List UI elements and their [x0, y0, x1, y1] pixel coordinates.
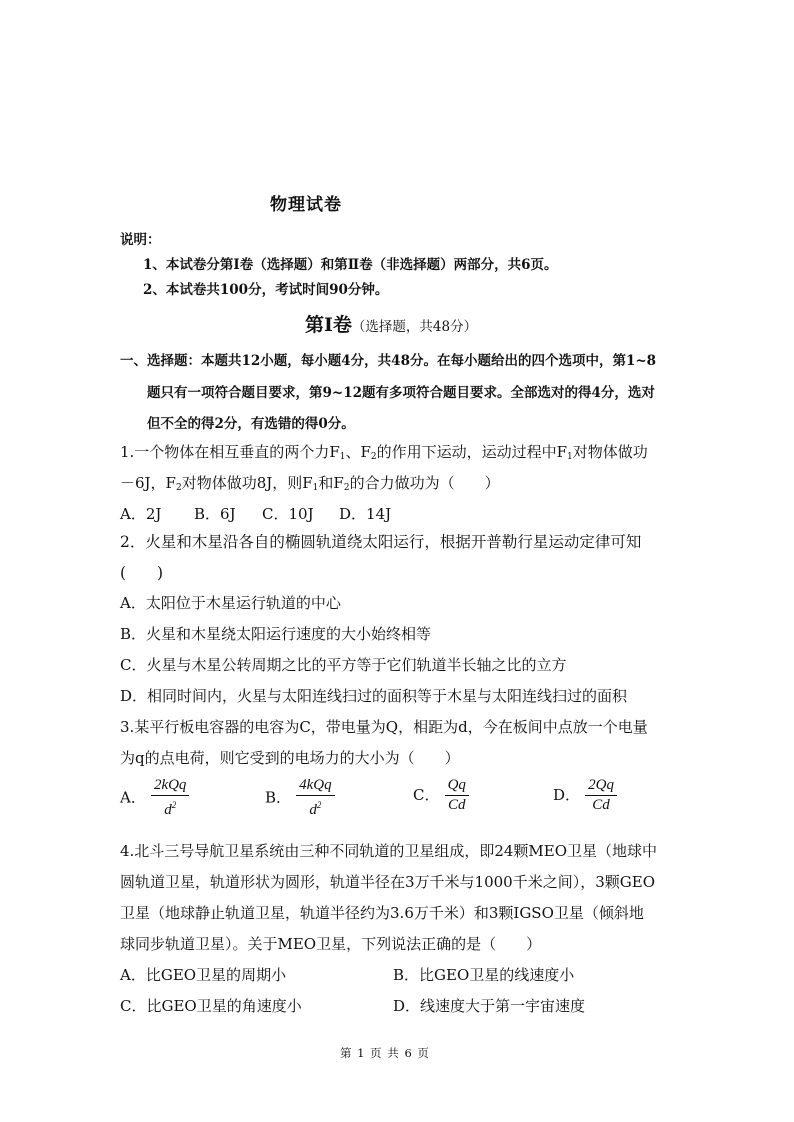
q3-option-a	[120, 776, 189, 820]
fraction-numerator: 2Qq	[585, 776, 617, 796]
instruction-item-1: 1、本试卷分第Ⅰ卷（选择题）和第Ⅱ卷（非选择题）两部分，共6页。	[143, 257, 558, 273]
q1-text: －6J，F	[120, 474, 176, 492]
option-letter: D．	[553, 786, 581, 804]
section-line-2: 题只有一项符合题目要求，第9~12题有多项符合题目要求。全部选对的得4分，选对	[147, 385, 655, 401]
fraction-denominator	[585, 796, 617, 815]
q1-subscript: 2	[175, 483, 182, 493]
q3-option-c	[413, 776, 469, 815]
q1-text: 的作用下运动，运动过程中F	[376, 443, 568, 461]
q1-line-2	[120, 472, 500, 493]
q1-text: 对物体做功	[572, 443, 648, 461]
page-title: 物理试卷	[270, 195, 342, 215]
q1-subscript: 1	[339, 452, 346, 462]
q1-option-c: C．10J	[262, 505, 314, 523]
q4-line-3: 卫星（地球静止轨道卫星，轨道半径约为3.6万千米）和3颗IGSO卫星（倾斜地	[120, 904, 644, 922]
denominator-text: Cd	[592, 797, 610, 813]
q2-line-2: ( )	[120, 564, 164, 582]
section-line-3: 但不全的得2分，有选错的得0分。	[147, 416, 355, 432]
fraction	[151, 776, 190, 820]
q2-option-a: A．太阳位于木星运行轨道的中心	[120, 594, 341, 612]
denominator-text: d	[309, 802, 317, 818]
denominator-text: Cd	[447, 797, 466, 813]
instructions-heading: 说明：	[120, 232, 161, 248]
q1-option-a: A．2J	[120, 505, 162, 523]
option-letter: A．	[120, 788, 146, 807]
q1-subscript: 2	[343, 483, 350, 493]
fraction-denominator	[296, 796, 335, 820]
q2-line-1: 2．火星和木星沿各自的椭圆轨道绕太阳运行，根据开普勒行星运动定律可知	[120, 533, 642, 551]
q1-text: 、F	[345, 443, 371, 461]
fraction-numerator: Qq	[445, 776, 469, 796]
denominator-exponent: 2	[316, 800, 322, 810]
volume-heading	[305, 310, 477, 337]
q4-option-a: A．比GEO卫星的周期小	[120, 966, 287, 984]
q4-line-2: 圆轨道卫星，轨道形状为圆形，轨道半径在3万千米与1000千米之间），3颗GEO	[120, 873, 655, 891]
q3-option-d	[553, 776, 617, 815]
denominator-exponent: 2	[171, 800, 177, 810]
fraction	[296, 776, 335, 820]
q1-subscript: 2	[370, 452, 377, 462]
q1-text: 1.一个物体在相互垂直的两个力F	[120, 443, 340, 461]
volume-subtitle: （选择题，共48分）	[351, 319, 478, 335]
q4-option-d: D．线速度大于第一宇宙速度	[393, 997, 586, 1015]
q1-subscript: 1	[312, 483, 319, 493]
q3-line-1: 3.某平行板电容器的电容为C，带电量为Q，相距为d，今在板间中点放一个电量	[120, 718, 648, 736]
fraction-denominator	[445, 796, 469, 815]
q3-option-b	[265, 776, 335, 820]
q2-option-b: B．火星和木星绕太阳运行速度的大小始终相等	[120, 625, 432, 643]
option-letter: C．	[413, 786, 440, 804]
q2-option-c: C．火星与木星公转周期之比的平方等于它们轨道半长轴之比的立方	[120, 656, 567, 674]
denominator-text: d	[164, 802, 172, 818]
instruction-item-2: 2、本试卷共100分，考试时间90分钟。	[143, 282, 389, 298]
q1-text: 的合力做功为（ ）	[349, 474, 500, 492]
fraction-numerator: 2kQq	[151, 776, 190, 796]
q1-option-d: D．14J	[339, 505, 392, 523]
q1-text: 对物体做功8J，则F	[181, 474, 313, 492]
q4-line-1: 4.北斗三号导航卫星系统由三种不同轨道的卫星组成，即24颗MEO卫星（地球中	[120, 842, 658, 860]
volume-title: 第Ⅰ卷	[305, 314, 352, 336]
fraction-denominator	[151, 796, 190, 820]
q3-line-2: 为q的点电荷，则它受到的电场力的大小为（ ）	[120, 749, 460, 767]
fraction-numerator: 4kQq	[296, 776, 335, 796]
q1-subscript: 1	[567, 452, 573, 462]
q4-option-c: C．比GEO卫星的角速度小	[120, 997, 302, 1015]
q4-option-b: B．比GEO卫星的线速度小	[393, 966, 575, 984]
section-line-1: 一、选择题：本题共12小题，每小题4分，共48分。在每小题给出的四个选项中，第1~8	[120, 353, 657, 369]
q1-option-b: B．6J	[194, 505, 236, 523]
q4-line-4: 球同步轨道卫星）。关于MEO卫星，下列说法正确的是（ ）	[120, 935, 542, 953]
page-footer: 第 1 页 共 6 页	[340, 1046, 430, 1060]
fraction	[585, 776, 617, 815]
q1-text: 和F	[318, 474, 344, 492]
fraction	[445, 776, 469, 815]
q1-line-1	[120, 441, 648, 462]
option-letter: B．	[265, 788, 292, 807]
q2-option-d: D．相同时间内，火星与太阳连线扫过的面积等于木星与太阳连线扫过的面积	[120, 687, 628, 705]
